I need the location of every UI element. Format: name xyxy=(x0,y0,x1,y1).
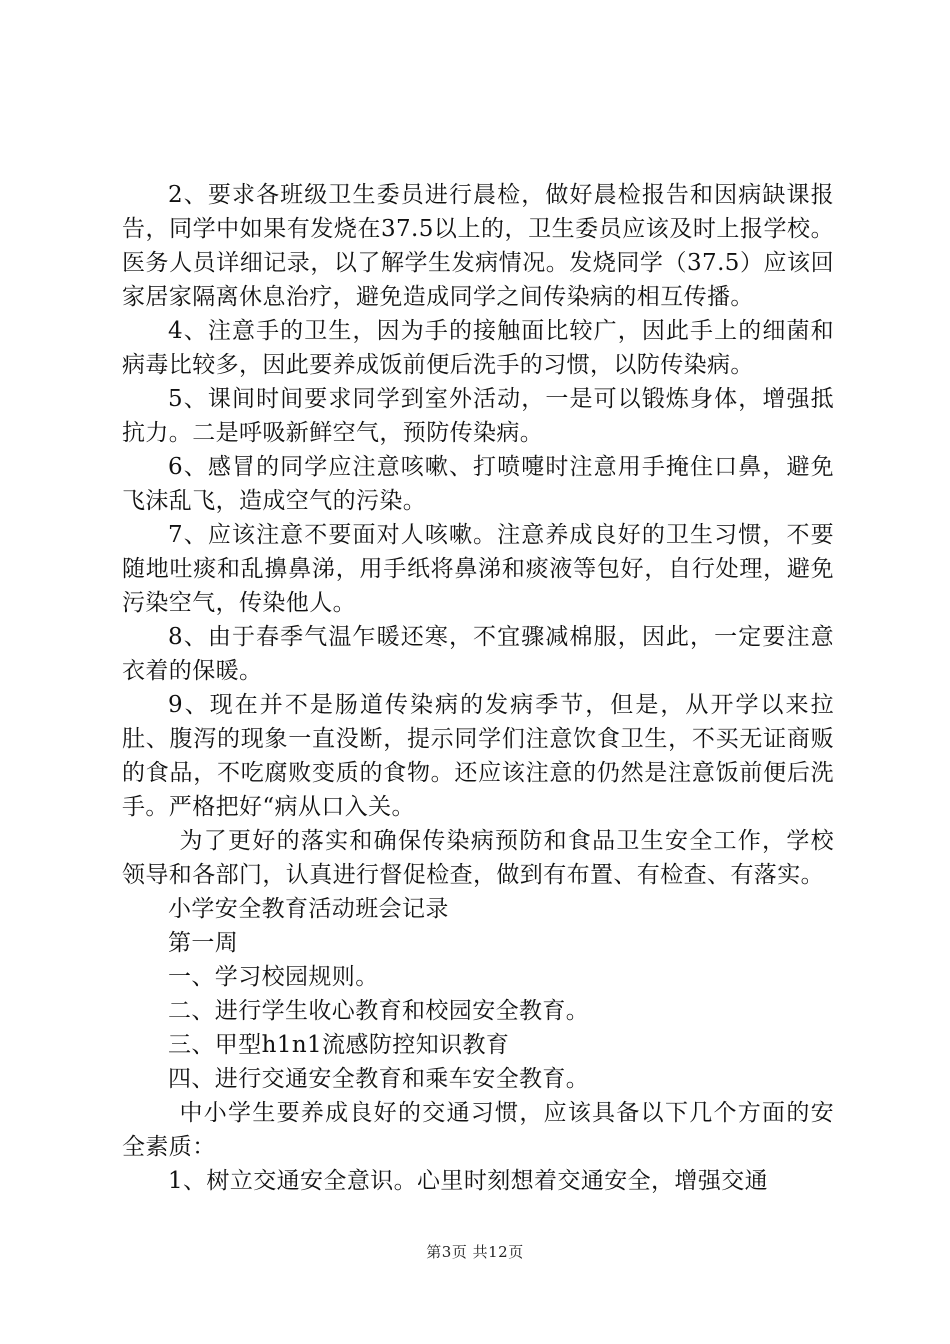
paragraph-item-5: 5、课间时间要求同学到室外活动，一是可以锻炼身体，增强抵抗力。二是呼吸新鲜空气，预防传染病。 xyxy=(122,386,834,446)
paragraph-intro: 中小学生要养成良好的交通习惯，应该具备以下几个方面的安全素质： xyxy=(122,1100,834,1160)
paragraph-summary: 为了更好的落实和确保传染病预防和食品卫生安全工作，学校领导和各部门，认真进行督促检查，做到有布置、有检查、有落实。 xyxy=(122,828,834,888)
section-title: 小学安全教育活动班会记录 xyxy=(168,896,449,922)
paragraph-item-6: 6、感冒的同学应注意咳嗽、打喷嚏时注意用手掩住口鼻，避免飞沫乱飞，造成空气的污染。 xyxy=(122,454,834,514)
page-footer xyxy=(0,1242,950,1262)
paragraph-item-8: 8、由于春季气温乍暖还寒，不宜骤减棉服，因此，一定要注意衣着的保暖。 xyxy=(122,624,834,684)
list-item: 三、甲型h1n1流感防控知识教育 xyxy=(168,1032,510,1058)
paragraph-item-9: 9、现在并不是肠道传染病的发病季节，但是，从开学以来拉肚、腹泻的现象一直没断，提示同学们注意饮食卫生，不买无证商贩的食品，不吃腐败变质的食物。还应该注意的仍然是注意饭前便后洗手。严格把好“病从口入关。 xyxy=(122,692,834,820)
list-item: 四、进行交通安全教育和乘车安全教育。 xyxy=(168,1066,590,1092)
list-item: 一、学习校园规则。 xyxy=(168,964,379,990)
page-number: 第3页 共12页 xyxy=(426,1243,524,1261)
paragraph-point-1: 1、树立交通安全意识。心里时刻想着交通安全，增强交通 xyxy=(168,1168,769,1194)
document-body xyxy=(122,178,834,1198)
week-label: 第一周 xyxy=(168,930,239,956)
paragraph-item-7: 7、应该注意不要面对人咳嗽。注意养成良好的卫生习惯，不要随地吐痰和乱擤鼻涕，用手纸将鼻涕和痰液等包好，自行处理，避免污染空气，传染他人。 xyxy=(122,522,834,616)
paragraph-item-2: 2、要求各班级卫生委员进行晨检，做好晨检报告和因病缺课报告，同学中如果有发烧在37.5以上的，卫生委员应该及时上报学校。医务人员详细记录，以了解学生发病情况。发烧同学（37.5）应该回家居家隔离休息治疗，避免造成同学之间传染病的相互传播。 xyxy=(122,182,834,310)
paragraph-item-4: 4、注意手的卫生，因为手的接触面比较广，因此手上的细菌和病毒比较多，因此要养成饭前便后洗手的习惯，以防传染病。 xyxy=(122,318,834,378)
list-item: 二、进行学生收心教育和校园安全教育。 xyxy=(168,998,590,1024)
